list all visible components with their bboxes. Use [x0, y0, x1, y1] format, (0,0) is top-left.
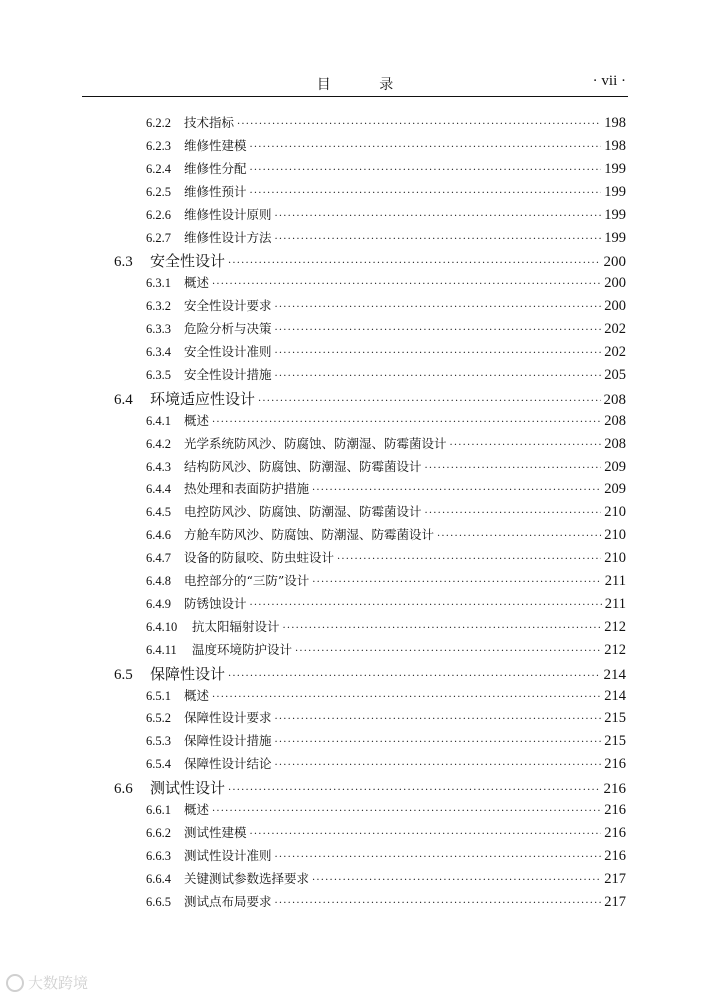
toc-entry-page: 209	[604, 458, 626, 475]
toc-entry-page: 198	[604, 115, 626, 131]
toc-subsection-entry[interactable]	[146, 365, 626, 385]
toc-entry-title: 安全性设计	[150, 252, 226, 271]
toc-section-entry[interactable]	[114, 250, 626, 270]
toc-entry-page: 215	[604, 710, 626, 727]
toc-entry-number: 6.2.6	[146, 207, 171, 222]
toc-entry-number: 6.3.1	[146, 276, 171, 291]
toc-entry-title: 方舱车防风沙、防腐蚀、防潮湿、防霉菌设计	[184, 527, 435, 543]
toc-dot-leader	[312, 577, 602, 588]
toc-dot-leader	[425, 463, 602, 474]
toc-subsection-entry[interactable]	[146, 113, 626, 133]
toc-entry-title: 概述	[184, 275, 210, 291]
watermark-logo-icon	[6, 974, 24, 992]
toc-subsection-entry[interactable]	[146, 434, 626, 454]
toc-entry-number: 6.4.1	[146, 413, 171, 428]
toc-dot-leader	[212, 417, 601, 428]
toc-entry-number: 6.5.2	[146, 711, 171, 726]
toc-subsection-entry[interactable]	[146, 136, 626, 156]
toc-entry-title: 技术指标	[184, 115, 235, 130]
toc-entry-title: 安全性设计要求	[184, 298, 272, 314]
toc-entry-title: 测试性设计准则	[184, 847, 272, 863]
toc-entry-title: 结构防风沙、防腐蚀、防潮湿、防霉菌设计	[184, 458, 422, 474]
toc-subsection-entry[interactable]	[146, 708, 626, 728]
toc-dot-leader	[283, 623, 602, 634]
toc-subsection-entry[interactable]	[146, 502, 626, 522]
toc-entry-number: 6.6	[114, 781, 133, 798]
toc-dot-leader	[275, 325, 602, 336]
toc-entry-page: 202	[604, 344, 626, 360]
watermark-text: 大数跨境	[28, 974, 89, 992]
toc-subsection-entry[interactable]	[146, 182, 626, 202]
toc-entry-page: 212	[604, 618, 626, 635]
toc-dot-leader	[250, 188, 602, 199]
toc-entry-number: 6.6.5	[146, 894, 171, 909]
toc-entry-page: 216	[604, 802, 626, 818]
toc-entry-page: 217	[604, 893, 626, 910]
toc-entry-title: 保障性设计	[150, 664, 226, 683]
header-page-number: · vii ·	[592, 73, 626, 89]
toc-entry-page: 208	[603, 391, 626, 408]
toc-subsection-entry[interactable]	[146, 594, 626, 614]
toc-entry-title: 维修性预计	[184, 183, 247, 199]
toc-entry-title: 防锈蚀设计	[184, 595, 247, 611]
toc-entry-number: 6.3.3	[146, 322, 171, 337]
toc-dot-leader	[275, 211, 602, 222]
toc-entry-page: 217	[604, 870, 626, 887]
toc-entry-title: 安全性设计措施	[184, 366, 272, 382]
toc-subsection-entry[interactable]	[146, 617, 626, 637]
toc-entry-number: 6.2.3	[146, 138, 171, 153]
toc-subsection-entry[interactable]	[146, 823, 626, 843]
toc-entry-title: 测试点布局要求	[184, 893, 272, 909]
toc-entry-number: 6.4.10	[146, 619, 178, 634]
toc-entry-number: 6.4	[114, 391, 133, 408]
toc-entry-title: 保障性设计措施	[184, 733, 272, 749]
toc-entry-page: 210	[604, 504, 626, 521]
toc-entry-page: 208	[604, 435, 626, 452]
toc-entry-number: 6.6.2	[146, 825, 171, 840]
toc-entry-number: 6.4.3	[146, 459, 171, 474]
toc-entry-title: 概述	[184, 412, 210, 428]
toc-entry-title: 危险分析与决策	[184, 321, 272, 337]
toc-entry-number: 6.5.4	[146, 757, 171, 772]
toc-entry-page: 216	[604, 824, 626, 841]
toc-entry-number: 6.3.5	[146, 367, 171, 382]
header-title: 目 录	[316, 77, 416, 93]
toc-entry-title: 测试性设计	[150, 779, 226, 798]
toc-entry-title: 电控部分的“三防”设计	[184, 573, 310, 588]
toc-dot-leader	[275, 852, 602, 863]
toc-dot-leader	[425, 508, 602, 519]
toc-dot-leader	[295, 646, 601, 657]
toc-subsection-entry[interactable]	[146, 319, 626, 339]
toc-entry-page: 202	[604, 321, 626, 338]
toc-subsection-entry[interactable]	[146, 342, 626, 362]
page-header	[82, 70, 628, 97]
toc-dot-leader	[275, 714, 602, 725]
toc-entry-title: 环境适应性设计	[150, 389, 256, 408]
toc-entry-page: 199	[604, 206, 626, 223]
toc-entry-number: 6.4.4	[146, 482, 171, 497]
toc-dot-leader	[250, 829, 602, 840]
toc-entry-number: 6.3.4	[146, 345, 171, 359]
toc-subsection-entry[interactable]	[146, 548, 626, 568]
toc-entry-page: 200	[604, 298, 626, 315]
toc-entry-title: 温度环境防护设计	[192, 641, 293, 657]
toc-entry-page: 208	[604, 412, 626, 429]
toc-entry-number: 6.6.1	[146, 803, 171, 817]
toc-subsection-entry[interactable]	[146, 571, 626, 591]
toc-entry-title: 概述	[184, 802, 210, 817]
toc-dot-leader	[228, 671, 600, 682]
toc-entry-number: 6.4.7	[146, 551, 171, 566]
toc-entry-page: 216	[604, 847, 626, 864]
toc-entry-page: 200	[603, 254, 626, 271]
toc-dot-leader	[275, 234, 602, 245]
toc-subsection-entry[interactable]	[146, 228, 626, 248]
toc-dot-leader	[212, 806, 601, 817]
toc-dot-leader	[275, 760, 602, 771]
toc-entry-number: 6.4.2	[146, 436, 171, 451]
toc-entry-number: 6.2.5	[146, 184, 171, 199]
toc-entry-title: 电控防风沙、防腐蚀、防潮湿、防霉菌设计	[184, 504, 422, 520]
toc-subsection-entry[interactable]	[146, 846, 626, 866]
toc-subsection-entry[interactable]	[146, 457, 626, 477]
toc-entry-title: 设备的防鼠咬、防虫蛀设计	[184, 550, 335, 566]
toc-entry-number: 6.5.3	[146, 734, 171, 749]
toc-dot-leader	[212, 279, 601, 290]
toc-subsection-entry[interactable]	[146, 686, 626, 706]
toc-dot-leader	[275, 348, 602, 359]
toc-subsection-entry[interactable]	[146, 754, 626, 774]
toc-entry-page: 214	[604, 687, 626, 704]
toc-dot-leader	[437, 531, 601, 542]
toc-entry-page: 214	[603, 666, 626, 683]
toc-entry-title: 保障性设计结论	[184, 756, 272, 772]
toc-subsection-entry[interactable]	[146, 800, 626, 820]
toc-subsection-entry[interactable]	[146, 525, 626, 545]
watermark	[6, 972, 88, 993]
toc-subsection-entry[interactable]	[146, 869, 626, 889]
toc-entry-number: 6.4.8	[146, 574, 171, 588]
toc-section-entry[interactable]	[114, 777, 626, 797]
toc-dot-leader	[237, 119, 601, 130]
toc-entry-title: 测试性建模	[184, 824, 247, 840]
toc-entry-number: 6.3	[114, 254, 133, 271]
toc-entry-title: 抗太阳辐射设计	[192, 618, 280, 634]
toc-entry-number: 6.4.9	[146, 596, 171, 611]
toc-dot-leader	[250, 165, 602, 176]
toc-entry-page: 199	[604, 229, 626, 246]
toc-entry-number: 6.4.11	[146, 642, 177, 657]
toc-dot-leader	[258, 396, 600, 407]
toc-dot-leader	[450, 440, 602, 451]
toc-entry-page: 199	[604, 160, 626, 177]
toc-entry-title: 关键测试参数选择要求	[184, 870, 310, 886]
toc-dot-leader	[275, 371, 602, 382]
toc-entry-title: 维修性建模	[184, 137, 247, 153]
toc-entry-page: 210	[604, 550, 626, 567]
toc-dot-leader	[250, 142, 602, 153]
toc-section-entry[interactable]	[114, 388, 626, 408]
toc-subsection-entry[interactable]	[146, 479, 626, 499]
toc-dot-leader	[212, 692, 601, 703]
toc-entry-number: 6.4.6	[146, 528, 171, 543]
toc-entry-page: 205	[604, 366, 626, 383]
toc-subsection-entry[interactable]	[146, 205, 626, 225]
toc-entry-title: 热处理和表面防护措施	[184, 481, 310, 497]
toc-dot-leader	[275, 302, 602, 313]
toc-subsection-entry[interactable]	[146, 892, 626, 912]
toc-subsection-entry[interactable]	[146, 640, 626, 660]
toc-entry-number: 6.2.4	[146, 161, 171, 176]
toc-entry-number: 6.4.5	[146, 505, 171, 520]
toc-subsection-entry[interactable]	[146, 296, 626, 316]
toc-dot-leader	[275, 737, 602, 748]
toc-entry-page: 211	[604, 573, 626, 589]
toc-entry-title: 安全性设计准则	[184, 344, 272, 359]
toc-entry-title: 保障性设计要求	[184, 710, 272, 726]
toc-entry-page: 216	[603, 781, 626, 798]
toc-entry-number: 6.5	[114, 666, 133, 683]
toc-dot-leader	[228, 785, 600, 796]
toc-entry-page: 209	[604, 481, 626, 498]
toc-entry-number: 6.6.3	[146, 848, 171, 863]
toc-dot-leader	[337, 554, 601, 565]
toc-subsection-entry[interactable]	[146, 411, 626, 431]
toc-dot-leader	[250, 600, 602, 611]
toc-dot-leader	[228, 258, 600, 269]
toc-dot-leader	[275, 898, 602, 909]
toc-entry-title: 维修性设计原则	[184, 206, 272, 222]
toc-entry-page: 216	[604, 756, 626, 773]
toc-entry-title: 维修性分配	[184, 160, 247, 176]
toc-dot-leader	[312, 875, 601, 886]
toc-dot-leader	[312, 485, 601, 496]
toc-entry-page: 215	[604, 733, 626, 750]
toc-entry-number: 6.5.1	[146, 688, 171, 703]
toc-entry-number: 6.3.2	[146, 299, 171, 314]
toc-subsection-entry[interactable]	[146, 159, 626, 179]
toc-entry-number: 6.6.4	[146, 871, 171, 886]
toc-entry-page: 199	[604, 183, 626, 200]
toc-entry-page: 210	[604, 527, 626, 544]
toc-entry-page: 200	[604, 275, 626, 292]
toc-entry-page: 211	[604, 595, 626, 612]
toc-entry-title: 概述	[184, 687, 210, 703]
toc-entry-title: 维修性设计方法	[184, 229, 272, 245]
toc-entry-page: 198	[604, 137, 626, 154]
toc-entry-title: 光学系统防风沙、防腐蚀、防潮湿、防霉菌设计	[184, 435, 447, 451]
toc-subsection-entry[interactable]	[146, 731, 626, 751]
toc-entry-number: 6.2.2	[146, 116, 171, 130]
toc-subsection-entry[interactable]	[146, 273, 626, 293]
toc-section-entry[interactable]	[114, 663, 626, 683]
toc-entry-page: 212	[604, 641, 626, 658]
toc-entry-number: 6.2.7	[146, 230, 171, 245]
